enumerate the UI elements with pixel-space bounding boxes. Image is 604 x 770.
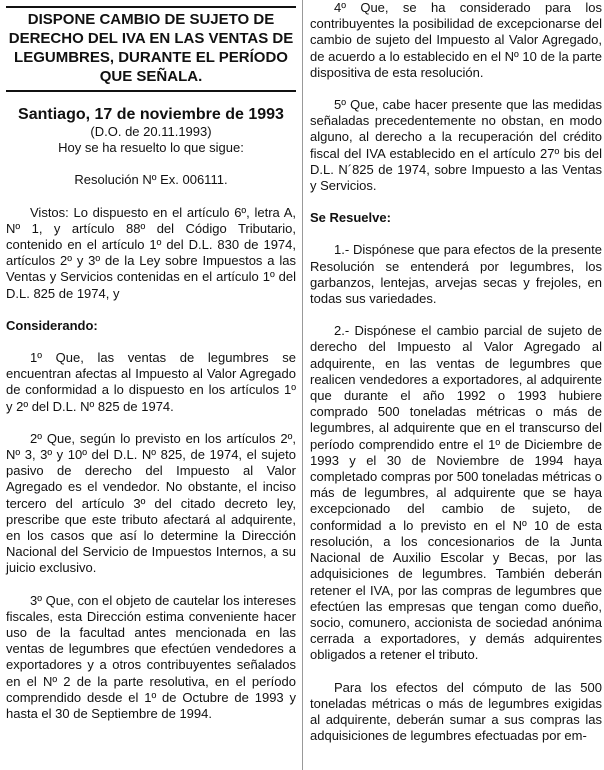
left-column [6,0,296,722]
vistos-paragraph: Vistos: Lo dispuesto en el artículo 6º, letra A, Nº 1, y artículo 88º del Código Tributario, contenido en el artículo 1º del D.L. 830 de 1974, artículos 2º y 3º de la Ley sobre Impuestos a las Ventas y Servicios contenidas en el artículo 1º del D.L. 825 de 1974, y [6,204,296,301]
column-divider [302,0,303,770]
right-column [310,0,602,744]
resuelve-paragraph: 1.- Dispónese que para efectos de la presente Resolución se entenderá por legumbres, los garbanzos, lentejas, arvejas secas y frejoles, en todas sus variedades. [310,242,602,307]
considerando-paragraph: 4º Que, se ha considerado para los contribuyentes la posibilidad de excepcionarse del cambio de sujeto del Impuesto al Valor Agregado, de acuerdo a lo establecido en el Nº 10 de la parte dispositiva de esta resolución. [310,0,602,80]
resuelve-paragraph: 2.- Dispónese el cambio parcial de sujeto de derecho del Impuesto al Valor Agregado al adquirente, en las ventas de legumbres que realicen vendedores a exportadores, al adquirente que durante el año 1992 o 1993 hubiere comprado 500 toneladas métricas o más de legumbres, al adquirente que en el transcurso del período comprendido entre el 1º de Diciembre de 1993 y el 30 de Noviembre de 1994 haya completado compras por 500 toneladas métricas o más de legumbres, al adquirente que se haya excepcionado del cambio de sujeto, de conformidad a lo previsto en el Nº 10 de esta resolución, a los concesionarios de la Junta Nacional de Auxilio Escolar y Becas, por las adquisiciones de legumbres. También deberán retener el IVA, por las compras de legumbres que efectúen las empresas que tengan como dueño, socio, comunero, accionista de sociedad anónima cerrada a exportadores, y demás adquirentes obligados a retener el tributo. [310,323,602,663]
resuelve-heading: Se Resuelve: [310,210,391,226]
considerando-heading: Considerando: [6,317,98,333]
intro-text: Hoy se ha resuelto lo que sigue: [58,140,244,156]
considerando-paragraph: 2º Que, según lo previsto en los artículos 2º, Nº 3, 3º y 10º del D.L. Nº 825, de 1974, el sujeto pasivo de derecho del Impuesto al Valor Agregado es el vendedor. No obstante, el inciso tercero del artículo 3º del citado decreto ley, prescribe que este tributo afectará al adquirente, en los casos que así lo determine la Dirección Nacional del Servicio de Impuestos Internos, a su juicio exclusivo. [6,430,296,576]
considerando-paragraph: 3º Que, con el objeto de cautelar los intereses fiscales, esta Dirección estima conveniente hacer uso de la facultad antes mencionada en las ventas de legumbres que efectúen vendedores a exportadores y a otros contribuyentes señalados en el Nº 2 de la parte resolutiva, en el período comprendido desde el 1º de Octubre de 1993 y hasta el 30 de Septiembre de 1994. [6,592,296,722]
resuelve-paragraph: Para los efectos del cómputo de las 500 toneladas métricas o más de legumbres exigidas al adquirente, deberán sumar a sus compras las adquisiciones de legumbres efectuadas por em- [310,679,602,744]
resolution-number: Resolución Nº Ex. 006111. [74,172,228,188]
dateline: Santiago, 17 de noviembre de 1993 [18,106,284,123]
document-title: DISPONE CAMBIO DE SUJETO DE DERECHO DEL IVA EN LAS VENTAS DE LEGUMBRES, DURANTE EL PERÍODO QUE SEÑALA. [6,6,296,92]
considerando-paragraph: 5º Que, cabe hacer presente que las medidas señaladas precedentemente no obstan, en modo alguno, al derecho a la recuperación del crédito fiscal del IVA establecido en el artículo 27º bis del D.L. N´825 de 1974, sobre Impuesto a las Ventas y Servicios. [310,97,602,194]
considerando-paragraph: 1º Que, las ventas de legumbres se encuentran afectas al Impuesto al Valor Agregado de conformidad a lo dispuesto en los artículos 1º y 2º del D.L. Nº 825 de 1974. [6,350,296,414]
publication-reference: (D.O. de 20.11.1993) [90,124,212,139]
